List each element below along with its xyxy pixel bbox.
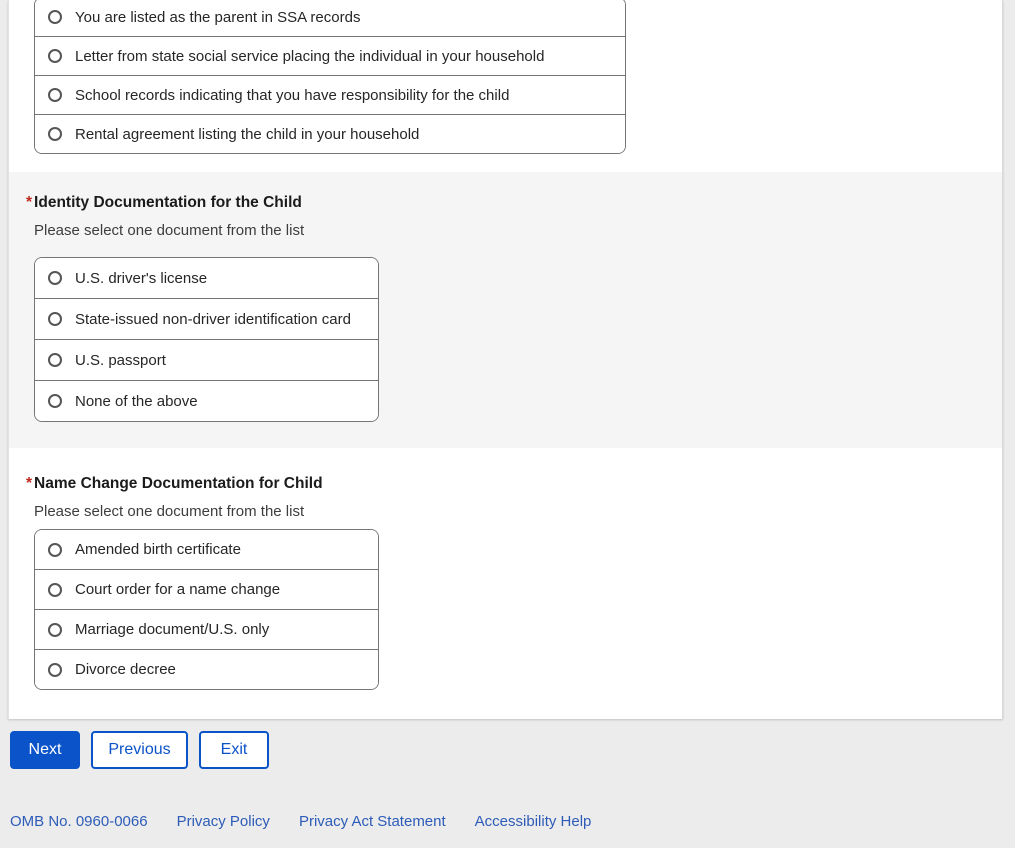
accessibility-help-link[interactable]: Accessibility Help (474, 813, 592, 830)
radio-button-icon[interactable] (48, 394, 62, 408)
radio-button-icon[interactable] (48, 583, 62, 597)
radio-option-row[interactable] (35, 298, 378, 339)
identity-documentation-section (9, 172, 1002, 448)
radio-option-row[interactable] (35, 114, 625, 153)
radio-button-icon[interactable] (48, 623, 62, 637)
radio-option-label: U.S. driver's license (75, 269, 208, 287)
radio-button-icon[interactable] (48, 88, 62, 102)
name-change-section-title (26, 475, 323, 493)
radio-option-label: Amended birth certificate (75, 541, 241, 558)
radio-option-row[interactable] (35, 569, 378, 609)
radio-button-icon[interactable] (48, 543, 62, 557)
radio-option-label: School records indicating that you have responsibility for the child (75, 86, 510, 104)
privacy-act-statement-link[interactable]: Privacy Act Statement (298, 813, 446, 830)
exit-button[interactable]: Exit (199, 731, 269, 769)
radio-option-label: None of the above (75, 392, 198, 410)
radio-option-row[interactable] (35, 649, 378, 689)
name-change-documentation-section (9, 448, 1002, 719)
radio-option-row[interactable] (35, 0, 625, 36)
radio-option-row[interactable] (35, 609, 378, 649)
parent-relationship-option-list (34, 0, 626, 154)
required-asterisk: * (26, 475, 33, 492)
radio-option-label: Divorce decree (75, 661, 176, 678)
radio-button-icon[interactable] (48, 312, 62, 326)
radio-button-icon[interactable] (48, 49, 62, 63)
omb-number-link[interactable]: OMB No. 0960-0066 (10, 813, 148, 830)
radio-option-row[interactable] (35, 380, 378, 421)
radio-option-row[interactable] (35, 339, 378, 380)
identity-section-instruction: Please select one document from the list (34, 222, 305, 239)
identity-document-option-list (34, 257, 379, 422)
next-button[interactable]: Next (10, 731, 80, 769)
radio-option-label: Rental agreement listing the child in your household (75, 125, 420, 143)
name-change-section-instruction: Please select one document from the list (34, 503, 305, 520)
radio-option-label: Letter from state social service placing the individual in your household (75, 47, 545, 65)
radio-option-label: U.S. passport (75, 351, 166, 369)
radio-option-row[interactable] (35, 75, 625, 114)
footer-link-bar (10, 813, 591, 830)
radio-button-icon[interactable] (48, 127, 62, 141)
radio-option-row[interactable] (35, 258, 378, 298)
radio-option-row[interactable] (35, 530, 378, 569)
radio-button-icon[interactable] (48, 663, 62, 677)
radio-option-label: Court order for a name change (75, 581, 281, 598)
privacy-policy-link[interactable]: Privacy Policy (176, 813, 270, 830)
previous-button[interactable]: Previous (91, 731, 188, 769)
radio-button-icon[interactable] (48, 353, 62, 367)
form-content-card (8, 0, 1003, 719)
form-action-buttons (10, 731, 269, 769)
radio-option-row[interactable] (35, 36, 625, 75)
radio-button-icon[interactable] (48, 271, 62, 285)
radio-option-label: You are listed as the parent in SSA records (75, 8, 361, 26)
radio-option-label: State-issued non-driver identification card (75, 310, 351, 328)
name-change-section-title-text: Name Change Documentation for Child (34, 475, 323, 492)
identity-section-title-text: Identity Documentation for the Child (34, 194, 302, 211)
identity-section-title (26, 194, 302, 212)
required-asterisk: * (26, 194, 33, 211)
radio-option-label: Marriage document/U.S. only (75, 621, 270, 638)
name-change-document-option-list (34, 529, 379, 690)
radio-button-icon[interactable] (48, 10, 62, 24)
